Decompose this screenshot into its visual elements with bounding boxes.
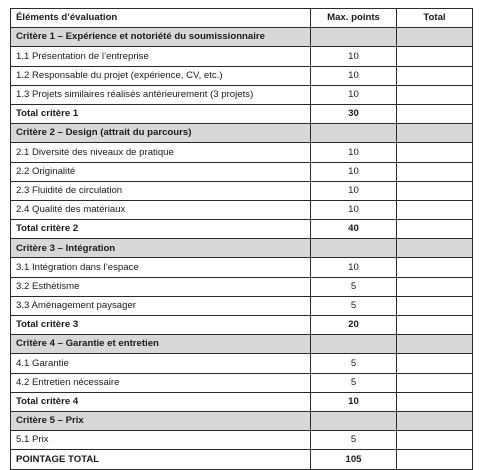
item-total-cell	[397, 431, 473, 450]
item-label: 5.1 Prix	[11, 431, 311, 450]
item-total-cell	[397, 143, 473, 162]
item-points: 10	[311, 258, 397, 277]
total-label: Total critère 4	[11, 392, 311, 411]
item-total-cell	[397, 354, 473, 373]
total-total-cell	[397, 450, 473, 469]
section-points	[311, 28, 397, 47]
total-label: POINTAGE TOTAL	[11, 450, 311, 469]
item-total-cell	[397, 200, 473, 219]
total-points: 40	[311, 220, 397, 239]
total-total-cell	[397, 104, 473, 123]
item-row	[11, 431, 473, 450]
total-row	[11, 220, 473, 239]
item-row	[11, 85, 473, 104]
item-points: 5	[311, 277, 397, 296]
total-label: Total critère 3	[11, 316, 311, 335]
total-points: 20	[311, 316, 397, 335]
total-label: Total critère 2	[11, 220, 311, 239]
total-total-cell	[397, 220, 473, 239]
item-row	[11, 277, 473, 296]
total-total-cell	[397, 316, 473, 335]
total-total-cell	[397, 392, 473, 411]
item-label: 1.3 Projets similaires réalisés antérieurement (3 projets)	[11, 85, 311, 104]
item-total-cell	[397, 181, 473, 200]
header-total: Total	[397, 9, 473, 28]
total-row	[11, 104, 473, 123]
section-row	[11, 335, 473, 354]
item-label: 3.1 Intégration dans l’espace	[11, 258, 311, 277]
section-points	[311, 335, 397, 354]
total-label: Total critère 1	[11, 104, 311, 123]
item-points: 10	[311, 181, 397, 200]
section-points	[311, 124, 397, 143]
item-points: 10	[311, 66, 397, 85]
item-total-cell	[397, 258, 473, 277]
section-label: Critère 3 – Intégration	[11, 239, 311, 258]
item-label: 2.3 Fluidité de circulation	[11, 181, 311, 200]
total-points: 10	[311, 392, 397, 411]
section-total-cell	[397, 239, 473, 258]
item-label: 3.2 Esthétisme	[11, 277, 311, 296]
item-row	[11, 354, 473, 373]
section-row	[11, 239, 473, 258]
item-total-cell	[397, 66, 473, 85]
total-points: 105	[311, 450, 397, 469]
section-label: Critère 1 – Expérience et notoriété du soumissionnaire	[11, 28, 311, 47]
item-points: 10	[311, 47, 397, 66]
section-row	[11, 411, 473, 430]
item-points: 5	[311, 373, 397, 392]
item-points: 10	[311, 85, 397, 104]
item-total-cell	[397, 373, 473, 392]
section-points	[311, 239, 397, 258]
item-label: 4.1 Garantie	[11, 354, 311, 373]
item-label: 2.1 Diversité des niveaux de pratique	[11, 143, 311, 162]
item-label: 2.4 Qualité des matériaux	[11, 200, 311, 219]
item-points: 10	[311, 143, 397, 162]
item-points: 5	[311, 431, 397, 450]
evaluation-grid	[10, 8, 473, 470]
item-row	[11, 296, 473, 315]
section-label: Critère 5 – Prix	[11, 411, 311, 430]
total-row	[11, 392, 473, 411]
item-points: 10	[311, 162, 397, 181]
item-total-cell	[397, 85, 473, 104]
section-total-cell	[397, 411, 473, 430]
section-total-cell	[397, 335, 473, 354]
item-total-cell	[397, 296, 473, 315]
total-points: 30	[311, 104, 397, 123]
item-row	[11, 200, 473, 219]
section-label: Critère 2 – Design (attrait du parcours)	[11, 124, 311, 143]
total-row	[11, 450, 473, 469]
item-row	[11, 373, 473, 392]
item-points: 5	[311, 354, 397, 373]
item-label: 2.2 Originalité	[11, 162, 311, 181]
item-total-cell	[397, 162, 473, 181]
item-label: 1.1 Présentation de l’entreprise	[11, 47, 311, 66]
evaluation-grid-body	[11, 9, 473, 470]
item-total-cell	[397, 277, 473, 296]
total-row	[11, 316, 473, 335]
section-points	[311, 411, 397, 430]
item-row	[11, 47, 473, 66]
item-row	[11, 143, 473, 162]
item-row	[11, 181, 473, 200]
section-total-cell	[397, 28, 473, 47]
section-row	[11, 124, 473, 143]
section-total-cell	[397, 124, 473, 143]
item-points: 5	[311, 296, 397, 315]
item-label: 3.3 Aménagement paysager	[11, 296, 311, 315]
item-points: 10	[311, 200, 397, 219]
section-row	[11, 28, 473, 47]
header-row	[11, 9, 473, 28]
item-row	[11, 258, 473, 277]
item-label: 1.2 Responsable du projet (expérience, CV, etc.)	[11, 66, 311, 85]
item-row	[11, 66, 473, 85]
section-label: Critère 4 – Garantie et entretien	[11, 335, 311, 354]
header-max-points: Max. points	[311, 9, 397, 28]
item-total-cell	[397, 47, 473, 66]
item-row	[11, 162, 473, 181]
header-criteria: Éléments d’évaluation	[11, 9, 311, 28]
item-label: 4.2 Entretien nécessaire	[11, 373, 311, 392]
